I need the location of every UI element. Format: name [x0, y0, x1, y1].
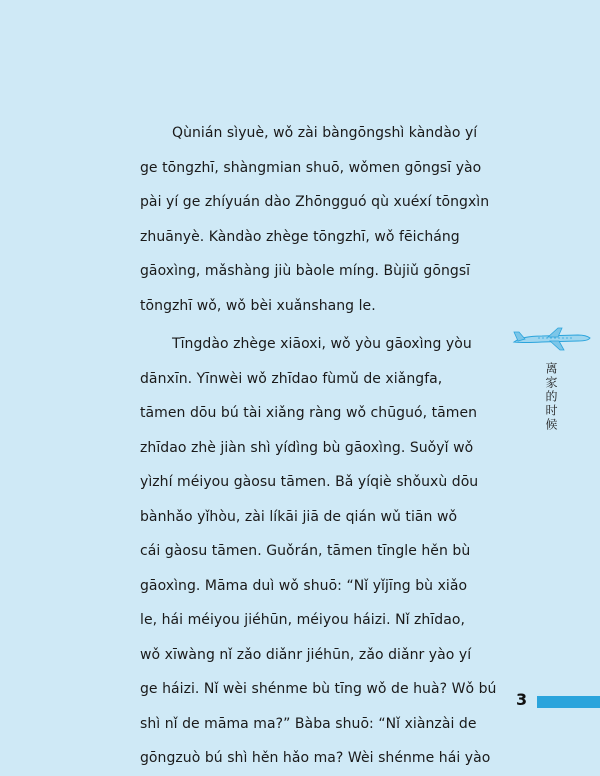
text-line: ge háizi. Nǐ wèi shénme bù tīng wǒ de huà? Wǒ bú [140, 681, 497, 697]
text-line: pài yí ge zhíyuán dào Zhōngguó qù xuéxí tōngxìn [140, 194, 490, 210]
text-line: tōngzhī wǒ, wǒ bèi xuǎnshang le. [140, 297, 376, 314]
text-line: gāoxìng. Māma duì wǒ shuō: “Nǐ yǐjīng bù xiǎo [140, 577, 468, 594]
text-line: Tīngdào zhège xiāoxi, wǒ yòu gāoxìng yòu [172, 336, 472, 352]
text-line: Qùnián sìyuè, wǒ zài bàngōngshì kàndào yí [172, 125, 478, 141]
text-line: tāmen dōu bú tài xiǎng ràng wǒ chūguó, tāmen [140, 405, 478, 421]
text-line: dānxīn. Yīnwèi wǒ zhīdao fùmǔ de xiǎngfa, [140, 370, 443, 387]
text-line: shì nǐ de māma ma?” Bàba shuō: “Nǐ xiànzài de [140, 715, 477, 732]
text-line: ge tōngzhī, shàngmian shuō, wǒmen gōngsī yào [140, 159, 482, 176]
body-text [140, 116, 497, 776]
airplane-icon [512, 326, 592, 352]
text-line: le, hái méiyou jiéhūn, méiyou háizi. Nǐ zhīdao, [140, 612, 465, 628]
chapter-sidebar [512, 326, 592, 436]
chapter-title: 离家的时候 [544, 362, 558, 432]
text-line: yìzhí méiyou gàosu tāmen. Bǎ yíqiè shǒuxù dōu [140, 474, 479, 490]
text-line: cái gàosu tāmen. Guǒrán, tāmen tīngle hěn bù [140, 543, 471, 559]
text-line: zhuānyè. Kàndào zhège tōngzhī, wǒ fēicháng [140, 228, 460, 245]
text-line: bànhǎo yǐhòu, zài líkāi jiā de qián wǔ tiān wǒ [140, 508, 458, 525]
text-line: gāoxìng, mǎshàng jiù bàole míng. Bùjiǔ gōngsī [140, 263, 471, 279]
page-number: 3 [516, 690, 528, 709]
text-line: wǒ xīwàng nǐ zǎo diǎnr jiéhūn, zǎo diǎnr yào yí [140, 646, 472, 663]
page-number-bar [537, 696, 600, 708]
text-line: zhīdao zhè jiàn shì yídìng bù gāoxìng. Suǒyǐ wǒ [140, 439, 474, 456]
text-line: gōngzuò bú shì hěn hǎo ma? Wèi shénme hái yào [140, 750, 491, 766]
